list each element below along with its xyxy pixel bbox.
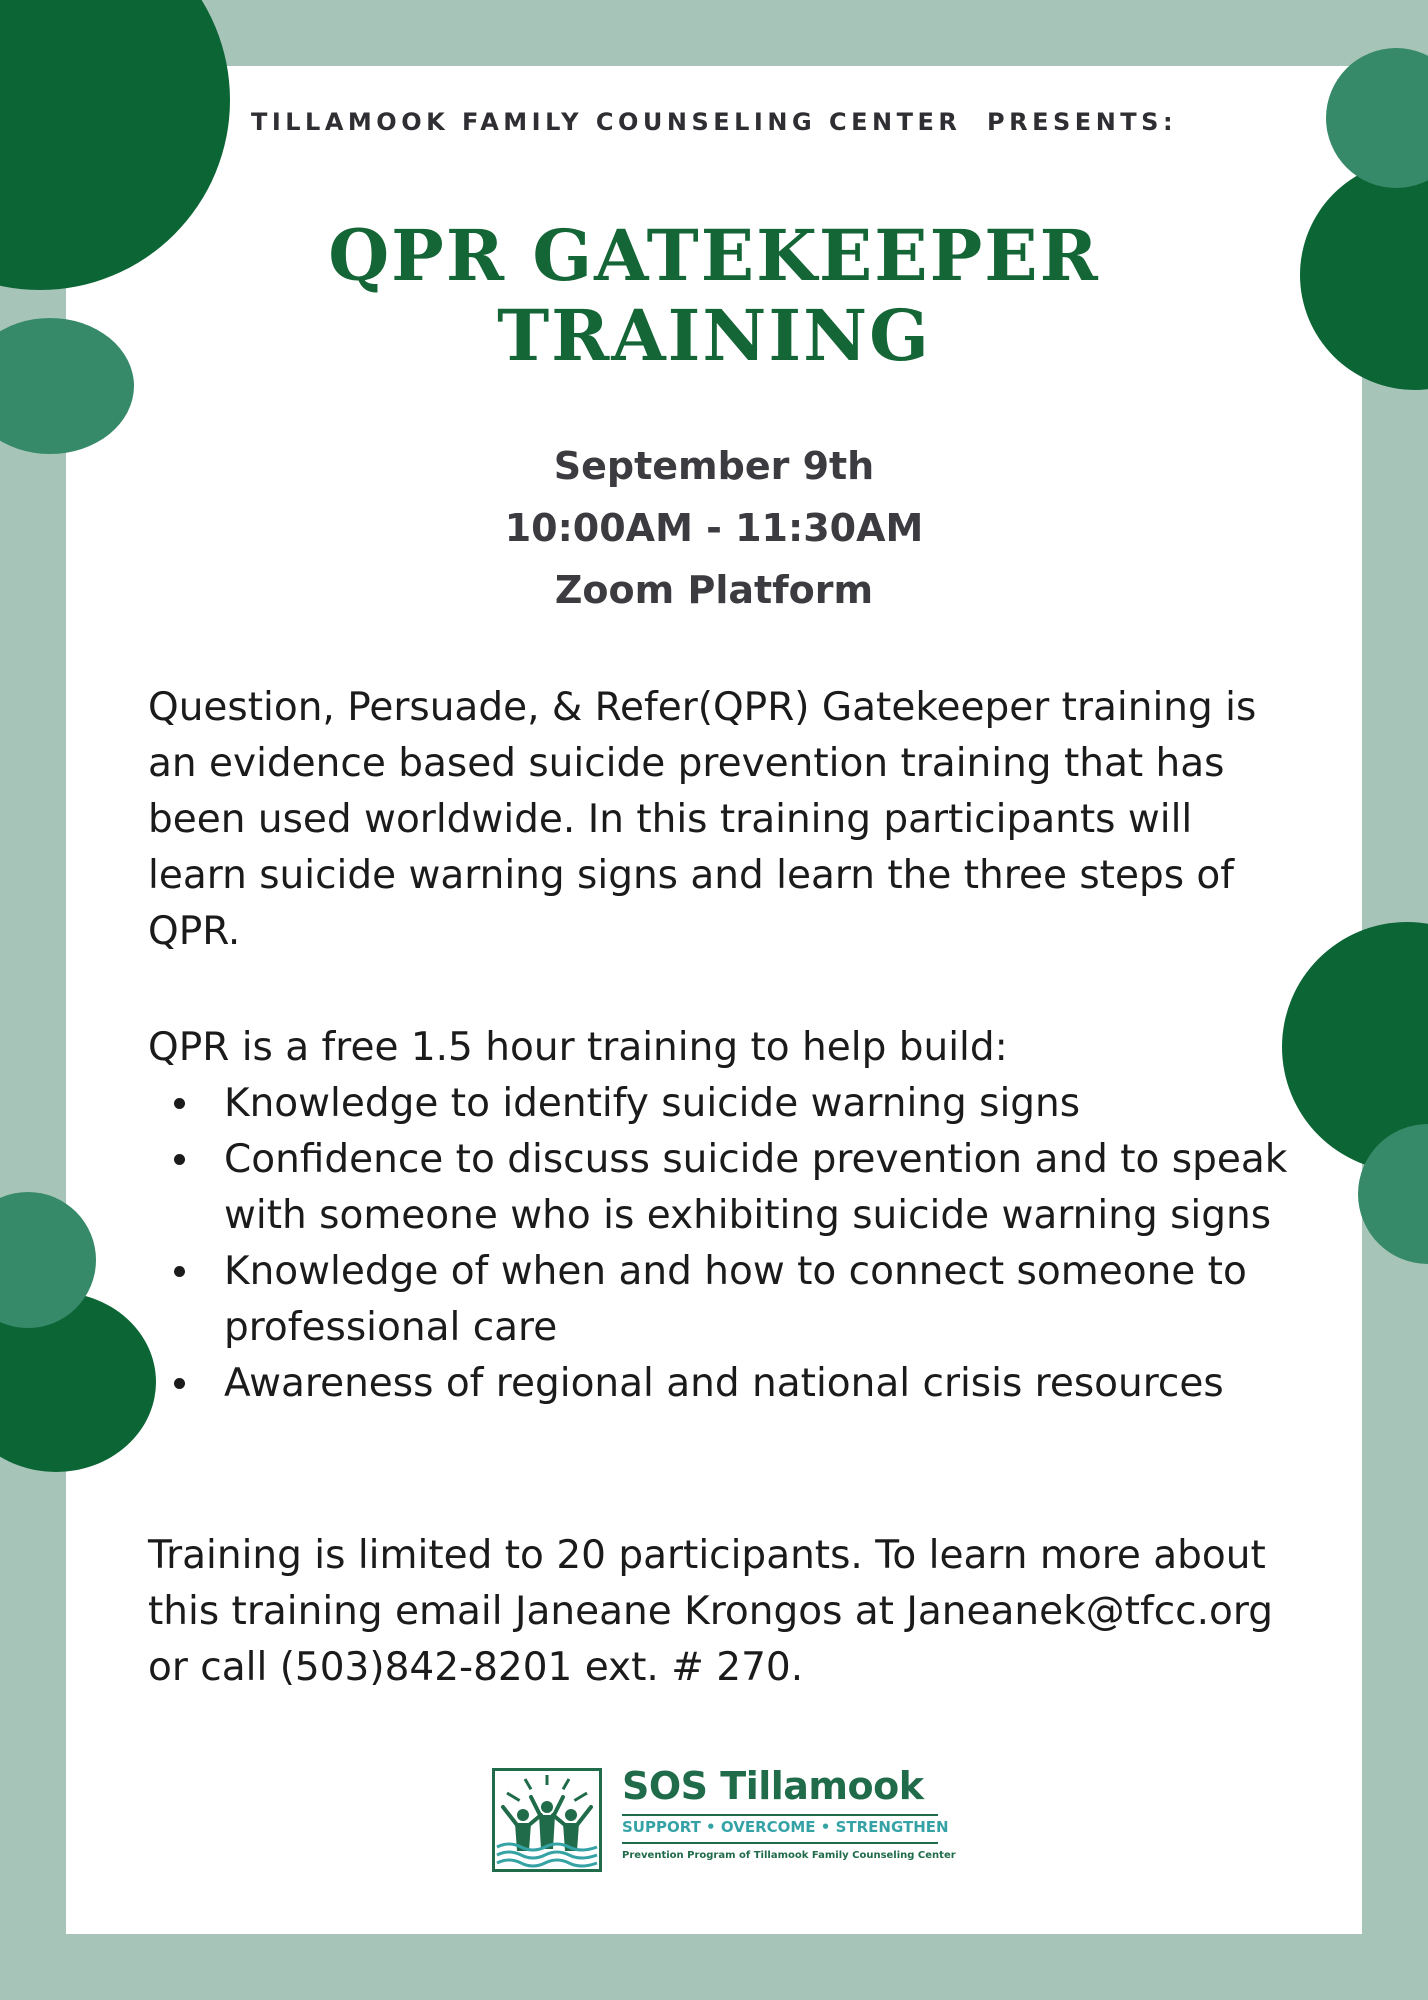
event-time: 10:00AM - 11:30AM	[504, 506, 924, 550]
list-item: Confidence to discuss suicide prevention and to speak with someone who is exhibiting suicide warning signs	[224, 1132, 1288, 1244]
event-date: September 9th	[553, 444, 875, 488]
list-item: Knowledge to identify suicide warning signs	[224, 1076, 1288, 1132]
description-paragraph: Question, Persuade, & Refer(QPR) Gatekeeper training is an evidence based suicide prevention training that has been used worldwide. In this training participants will learn suicide warning signs and learn the three steps of QPR.	[148, 685, 1257, 954]
contact-paragraph: Training is limited to 20 participants. To learn more about this training email Janeane Krongos at Janeanek@tfcc.org or call (503)842-8201 ext. # 270.	[148, 1533, 1273, 1690]
logo-name: SOS Tillamook	[622, 1764, 924, 1808]
benefits-section	[148, 1020, 1288, 1412]
event-location: Zoom Platform	[554, 568, 874, 612]
sos-tillamook-logo	[492, 1764, 956, 1874]
page-title	[0, 216, 1428, 376]
event-details	[0, 435, 1428, 621]
logo-divider-top	[622, 1814, 938, 1816]
people-sun-waves-icon	[492, 1768, 602, 1872]
benefits-list	[148, 1076, 1288, 1412]
benefits-intro: QPR is a free 1.5 hour training to help build:	[148, 1025, 1008, 1070]
title-line-2: TRAINING	[497, 294, 931, 377]
title-line-1: QPR GATEKEEPER	[328, 214, 1100, 297]
presenter-heading: TILLAMOOK FAMILY COUNSELING CENTER PRESENTS:	[250, 108, 1178, 136]
logo-tagline: SUPPORT • OVERCOME • STRENGTHEN	[622, 1818, 949, 1836]
list-item: Awareness of regional and national crisis resources	[224, 1356, 1288, 1412]
logo-divider-bottom	[622, 1842, 938, 1844]
logo-subtitle: Prevention Program of Tillamook Family Counseling Center	[622, 1850, 956, 1861]
list-item: Knowledge of when and how to connect someone to professional care	[224, 1244, 1288, 1356]
